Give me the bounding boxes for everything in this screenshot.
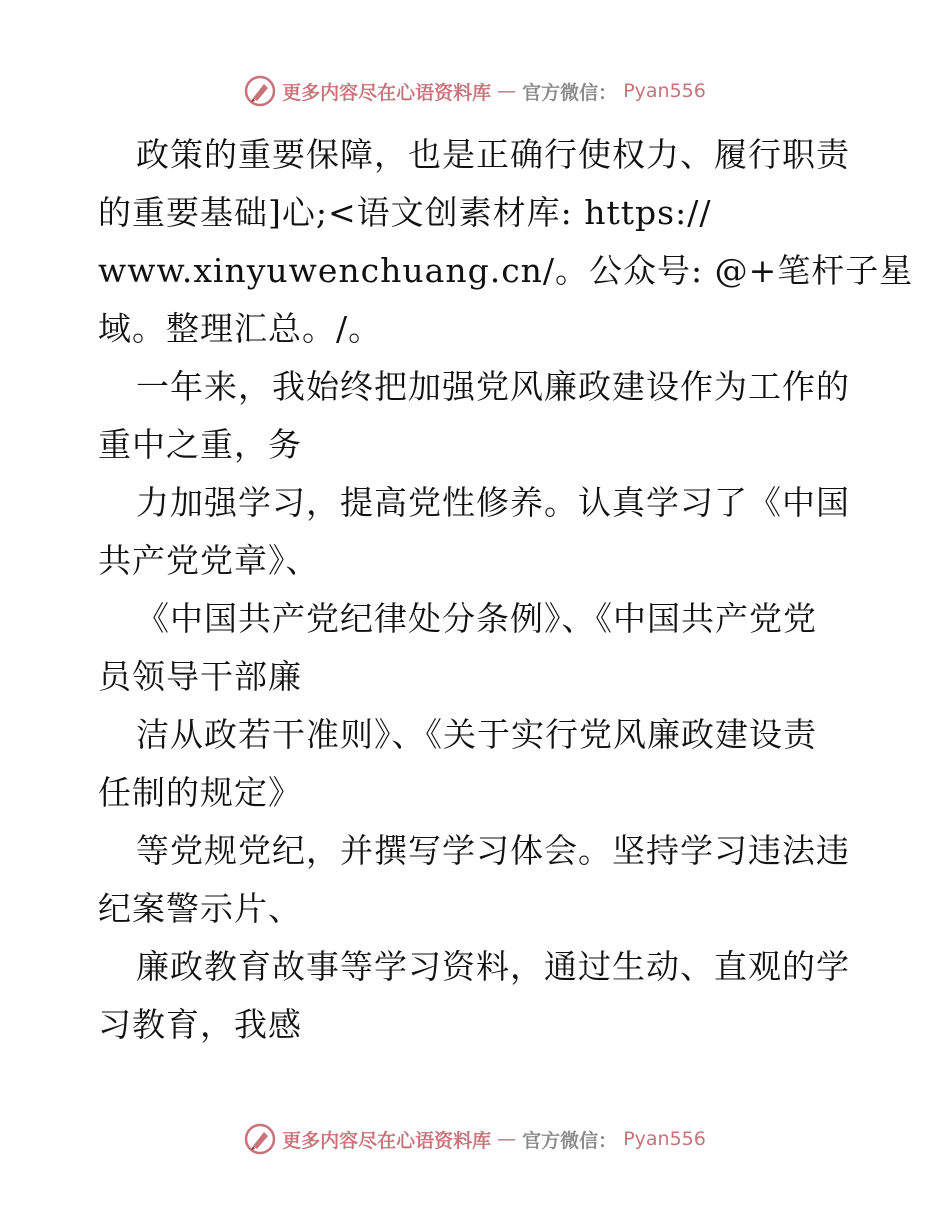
footer-watermark (0, 1123, 950, 1155)
text-line: 洁从政若干准则》、《关于实行党风廉政建设责 (136, 715, 817, 754)
watermark-separator: — (497, 1128, 517, 1150)
text-line: 的重要基础]心;<语文创素材库: https:// (98, 193, 712, 232)
watermark-id: Pyan556 (623, 80, 706, 102)
text-line: 《中国共产党纪律处分条例》、《中国共产党党 (136, 599, 817, 638)
watermark-text: 更多内容尽在心语资料库 (282, 1129, 492, 1152)
watermark-label: 官方微信： (522, 1129, 618, 1152)
text-line: 纪案警示片、 (98, 889, 302, 928)
text-line: www.xinyuwenchuang.cn/。公众号: @+笔杆子星 (98, 251, 914, 290)
pen-logo-icon (244, 1123, 276, 1155)
watermark-separator: — (497, 80, 517, 102)
document-body (98, 126, 914, 1054)
text-line: 任制的规定》 (98, 773, 302, 812)
header-watermark (0, 75, 950, 107)
watermark-id: Pyan556 (623, 1128, 706, 1150)
text-line: 等党规党纪，并撰写学习体会。坚持学习违法违 (136, 831, 850, 870)
text-line: 政策的重要保障，也是正确行使权力、履行职责 (136, 135, 850, 174)
text-line: 廉政教育故事等学习资料，通过生动、直观的学 (136, 947, 850, 986)
text-line: 一年来，我始终把加强党风廉政建设作为工作的 (136, 367, 850, 406)
text-line: 重中之重，务 (98, 425, 302, 464)
pen-logo-icon (244, 75, 276, 107)
text-line: 共产党党章》、 (98, 541, 320, 580)
text-line: 习教育，我感 (98, 1005, 302, 1044)
watermark-text: 更多内容尽在心语资料库 (282, 81, 492, 104)
text-line: 员领导干部廉 (98, 657, 302, 696)
text-line: 力加强学习，提高党性修养。认真学习了《中国 (136, 483, 850, 522)
watermark-label: 官方微信： (522, 81, 618, 104)
text-line: 域。整理汇总。/。 (98, 309, 383, 348)
